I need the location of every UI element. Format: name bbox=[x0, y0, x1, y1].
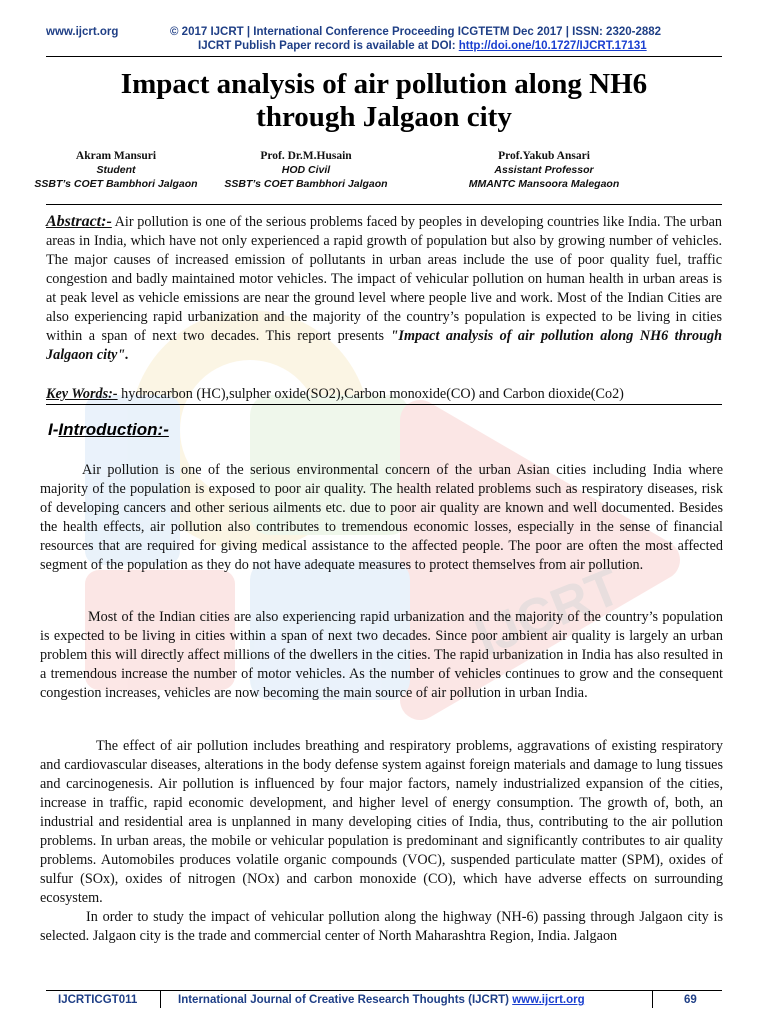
author-affiliation: SSBT’s COET Bambhori Jalgaon bbox=[34, 178, 198, 190]
header-rule bbox=[46, 56, 722, 57]
header-record-prefix: IJCRT Publish Paper record is available at DOI: bbox=[198, 40, 459, 52]
abstract bbox=[46, 212, 722, 365]
author-affiliation: SSBT’s COET Bambhori Jalgaon bbox=[224, 178, 388, 190]
author-name: Akram Mansuri bbox=[75, 150, 157, 162]
footer-rule bbox=[46, 990, 722, 991]
footer-divider-right bbox=[652, 990, 653, 1008]
header-record bbox=[198, 40, 647, 52]
author-affiliation: MMANTC Mansoora Malegaon bbox=[468, 178, 620, 190]
author-block-3 bbox=[434, 149, 654, 191]
footer-journal-name: International Journal of Creative Research Thoughts (IJCRT) bbox=[178, 994, 513, 1006]
header-conference: © 2017 IJCRT | International Conference Proceeding ICGTETM Dec 2017 | ISSN: 2320-2882 bbox=[170, 26, 662, 38]
intro-paragraph-1: Air pollution is one of the serious environmental concern of the urban Asian cities including India where majority of the population is exposed to poor air quality. The health related problems such as respiratory diseases, risk of developing cancers and other serious ailments etc. due to poor air quality are known and well documented. Besides the health effects, air pollution also contributes to tremendous economic losses, especially in the sense of financial resources that are required for giving medical assistance to the affected people. The poor are often the most affected segment of the population as they do not have adequate measures to protect themselves from air pollution. bbox=[40, 462, 723, 573]
header-site: www.ijcrt.org bbox=[46, 26, 119, 38]
footer-journal bbox=[178, 994, 585, 1006]
doi-link[interactable]: http://doi.one/10.1727/IJCRT.17131 bbox=[458, 40, 647, 52]
keywords-label: Key Words:- bbox=[46, 386, 118, 402]
paper-title bbox=[0, 68, 768, 134]
keywords-rule bbox=[46, 404, 722, 405]
intro-paragraph-3: The effect of air pollution includes breathing and respiratory problems, aggravations of existing respiratory and cardiovascular diseases, alterations in the body defense system against foreign materials and damage to lung tissues and carcinogenesis. Air pollution is influenced by four major factors, namely industrialized expansion of the cities, increase in traffic, rapid economic development, and higher level of energy consumption. The growth of, both, an industrial and residential area is unplanned in many developing cities of India, thus, contributing to the air pollution problems. In urban areas, the mobile or vehicular population is predominant and significantly contributes to air quality problems. Automobiles produces volatile organic compounds (VOC), suspended particulate matter (SPM), oxides of sulfur (SOx), oxides of nitrogen (NOx) and carbon monoxide (CO), which have adverse effects on surrounding ecosystem. bbox=[40, 738, 723, 906]
intro-paragraph-4: In order to study the impact of vehicular pollution along the highway (NH-6) passing through Jalgaon city is selected. Jalgaon city is the trade and commercial center of North Maharashtra Region, India. Jalgaon bbox=[40, 909, 723, 944]
abstract-top-rule bbox=[46, 204, 722, 205]
author-role: HOD Civil bbox=[281, 164, 331, 176]
abstract-emphasis: "Impact analysis of air pollution along NH6 through Jalgaon city". bbox=[46, 328, 722, 363]
introduction-label: Introduction:- bbox=[58, 420, 169, 439]
author-block-2 bbox=[196, 149, 416, 191]
author-name: Prof. Dr.M.Husain bbox=[260, 150, 352, 162]
introduction-heading bbox=[48, 420, 169, 440]
author-name: Prof.Yakub Ansari bbox=[498, 150, 590, 162]
author-block-1 bbox=[6, 149, 226, 191]
intro-paragraph-2: Most of the Indian cities are also experiencing rapid urbanization and the majority of the country’s population is expected to be living in cities within a span of next two decades. Since poor ambient air quality is largely an urban problem this will directly affect millions of the dwellers in the cities. The rapid urbanization in India has also resulted in a tremendous increase the number of motor vehicles. As the number of vehicles continues to grow and the consequent congestion increases, vehicles are now becoming the main source of air pollution in urban India. bbox=[40, 609, 723, 701]
introduction-prefix: I- bbox=[48, 420, 59, 439]
footer-divider-left bbox=[160, 990, 161, 1008]
watermark-text: IJCRT bbox=[467, 557, 629, 668]
title-line-1: Impact analysis of air pollution along NH6 bbox=[120, 68, 648, 100]
author-role: Assistant Professor bbox=[494, 164, 594, 176]
page-number: 69 bbox=[684, 994, 697, 1006]
keywords bbox=[46, 385, 722, 403]
abstract-text: Air pollution is one of the serious problems faced by peoples in developing countries like India. The urban areas in India, which have not only experienced a rapid growth of population but also by growing number of vehicles. The major causes of increased emission of pollutants in urban areas include the use of poor quality fuel, traffic congestion and badly maintained motor vehicles. The impact of vehicular pollution on human health in urban areas is at peak level as vehicle emissions are near the ground level where people live and work. Most of the Indian Cities are also experiencing rapid urbanization and the majority of the country’s population is expected to be living in cities within a span of next two decades. This report presents bbox=[46, 214, 722, 344]
keywords-text: hydrocarbon (HC),sulpher oxide(SO2),Carbon monoxide(CO) and Carbon dioxide(Co2) bbox=[117, 386, 624, 402]
abstract-label: Abstract:- bbox=[46, 213, 112, 230]
title-line-2: through Jalgaon city bbox=[256, 101, 512, 133]
author-role: Student bbox=[96, 164, 136, 176]
footer-site-link[interactable]: www.ijcrt.org bbox=[512, 994, 585, 1006]
footer-code: IJCRTICGT011 bbox=[58, 994, 138, 1006]
